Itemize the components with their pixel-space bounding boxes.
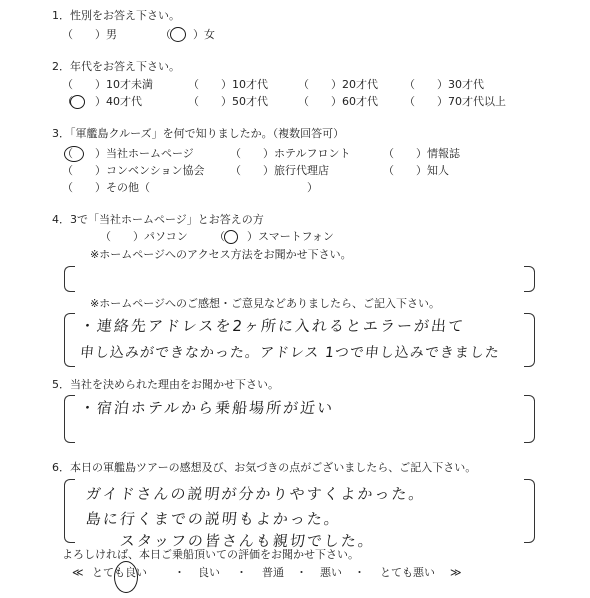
rating-bracket-open: ≪	[72, 566, 84, 579]
rating-sep-4: ・	[354, 566, 365, 579]
q4-impression-bracket-right	[524, 313, 535, 367]
q4-impression-prompt: ※ホームページへのご感想・ご意見などありましたら、ご記入下さい。	[90, 297, 440, 310]
q2-option-40s[interactable]: （ ）40才代	[62, 95, 142, 108]
q2-option-under10[interactable]: （ ）10才未満	[62, 78, 153, 91]
q2-option-70s-plus[interactable]: （ ）70才代以上	[404, 95, 506, 108]
q1-option-female[interactable]: （ ）女	[160, 28, 215, 41]
q2-option-60s[interactable]: （ ）60才代	[298, 95, 378, 108]
q2-option-50s[interactable]: （ ）50才代	[188, 95, 268, 108]
rating-sep-3: ・	[296, 566, 307, 579]
q5-title: 5．当社を決められた理由をお聞かせ下さい。	[52, 378, 279, 391]
q5-bracket-right	[524, 395, 535, 443]
q3-title: 3．「軍艦島クルーズ」を何で知りましたか。（複数回答可）	[52, 127, 345, 140]
q4-option-smartphone[interactable]: （ ）スマートフォン	[214, 230, 334, 243]
q4-access-bracket-right	[524, 266, 535, 292]
q3-option-travel-agency[interactable]: （ ）旅行代理店	[230, 164, 329, 177]
q4-handwritten-line-2: 申し込みができなかった。アドレス 1つで申し込みできました	[79, 345, 501, 361]
q3-option-other[interactable]: （ ）その他（	[62, 181, 150, 194]
q3-option-homepage[interactable]: （ ）当社ホームページ	[62, 147, 194, 160]
rating-good[interactable]: 良い	[198, 566, 220, 579]
rating-sep-2: ・	[236, 566, 247, 579]
q6-bracket-right	[524, 479, 535, 543]
q3-option-convention[interactable]: （ ）コンベンション協会	[62, 164, 205, 177]
q4-title: 4．3で「当社ホームページ」とお答えの方	[52, 213, 264, 226]
rating-bracket-close: ≫	[450, 566, 462, 579]
rating-bad[interactable]: 悪い	[320, 566, 342, 579]
q5-bracket-left	[64, 395, 75, 443]
answer-circle-female	[170, 27, 186, 42]
rating-average[interactable]: 普通	[262, 566, 284, 579]
q4-access-bracket-left	[64, 266, 75, 292]
q2-option-10s[interactable]: （ ）10才代	[188, 78, 268, 91]
q6-title: 6．本日の軍艦島ツアーの感想及び、お気づきの点がございましたら、ご記入下さい。	[52, 461, 477, 474]
q6-bracket-left	[64, 479, 75, 543]
q2-option-30s[interactable]: （ ）30才代	[404, 78, 484, 91]
q1-option-male[interactable]: （ ）男	[62, 28, 117, 41]
answer-circle-homepage	[64, 146, 84, 162]
q1-title: 1．性別をお答え下さい。	[52, 9, 180, 22]
q4-handwritten-line-1: ・連絡先アドレスを2ヶ所に入れるとエラーが出て	[79, 317, 467, 335]
q3-option-hotel-front[interactable]: （ ）ホテルフロント	[230, 147, 351, 160]
q6-handwritten-line-3: スタッフの皆さんも親切でした。	[119, 532, 376, 550]
answer-circle-smartphone	[224, 230, 238, 244]
q4-impression-bracket-left	[64, 313, 75, 367]
rating-very-bad[interactable]: とても悪い	[380, 566, 435, 579]
q6-rating-prompt: よろしければ、本日ご乗船頂いての評価をお聞かせ下さい。	[62, 548, 359, 561]
q5-handwritten-line-1: ・宿泊ホテルから乗船場所が近い	[79, 399, 336, 417]
q3-option-acquaintance[interactable]: （ ）知人	[383, 164, 449, 177]
q2-option-20s[interactable]: （ ）20才代	[298, 78, 378, 91]
q2-title: 2．年代をお答え下さい。	[52, 60, 180, 73]
rating-sep-1: ・	[174, 566, 185, 579]
q4-access-prompt: ※ホームページへのアクセス方法をお聞かせ下さい。	[90, 248, 352, 261]
rating-very-good[interactable]: とても良い	[92, 566, 147, 579]
q6-handwritten-line-1: ガイドさんの説明が分かりやすくよかった。	[85, 485, 427, 503]
q3-option-other-close: ）	[307, 181, 318, 194]
answer-circle-40s	[70, 95, 85, 109]
q3-option-magazine[interactable]: （ ）情報誌	[383, 147, 460, 160]
answer-circle-very-good	[114, 561, 138, 593]
q4-option-pc[interactable]: （ ）パソコン	[100, 230, 188, 243]
q6-handwritten-line-2: 島に行くまでの説明もよかった。	[85, 510, 342, 528]
